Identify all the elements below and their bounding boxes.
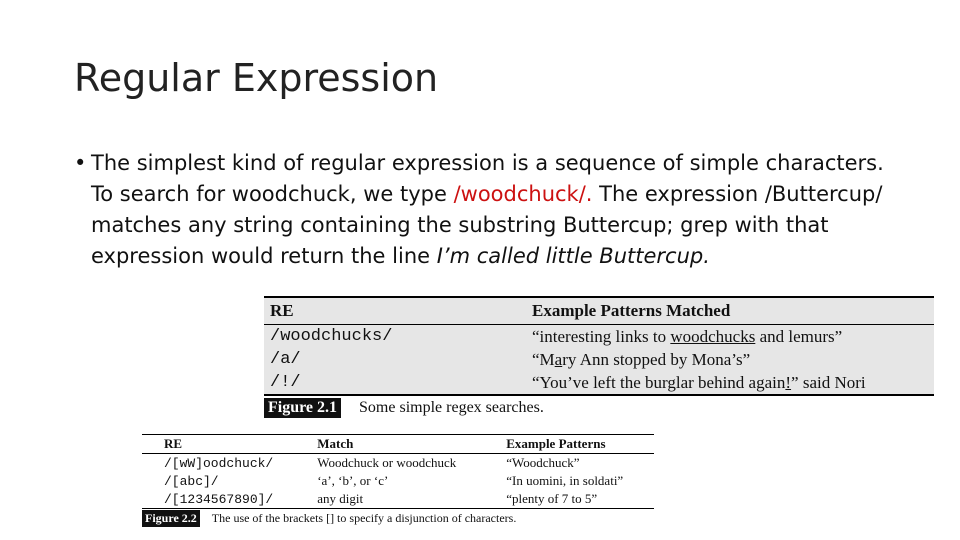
re-cell: /[1234567890]/ bbox=[142, 490, 295, 509]
table-row bbox=[264, 348, 934, 371]
figure-label: Figure 2.2 bbox=[142, 510, 200, 527]
re-cell: /a/ bbox=[270, 350, 301, 369]
column-header-example: Example Patterns Matched bbox=[526, 297, 934, 325]
bullet-text-part2: The expression /Buttercup/ matches any string containing the substring Buttercup; grep with that expression would return the line bbox=[91, 182, 883, 268]
figure-label: Figure 2.1 bbox=[264, 398, 341, 418]
regex-examples-table bbox=[264, 296, 934, 396]
caption-text: The use of the brackets [] to specify a disjunction of characters. bbox=[211, 511, 517, 525]
re-cell: /[wW]oodchuck/ bbox=[164, 455, 274, 471]
column-header-example: Example Patterns bbox=[484, 435, 654, 454]
match-cell: Woodchuck or woodchuck bbox=[317, 455, 457, 470]
caption-text: Some simple regex searches. bbox=[359, 399, 544, 416]
example-cell bbox=[526, 348, 934, 371]
table-header-row bbox=[264, 297, 934, 325]
bracket-examples-table bbox=[142, 434, 654, 509]
table-header-row bbox=[142, 435, 654, 454]
example-cell: “In uomini, in soldati” bbox=[506, 473, 624, 488]
table-row bbox=[142, 472, 654, 490]
example-text: ry Ann stopped by Mona’s” bbox=[562, 349, 751, 369]
re-cell: /!/ bbox=[264, 371, 526, 395]
regex-highlight: /woodchuck/. bbox=[453, 182, 593, 206]
match-cell: ‘a’, ‘b’, or ‘c’ bbox=[317, 473, 389, 488]
table-row bbox=[142, 454, 654, 473]
column-header-re: RE bbox=[264, 297, 526, 325]
example-text: ” said Nori bbox=[791, 372, 866, 392]
example-text: and lemurs” bbox=[755, 326, 843, 346]
slide-title: Regular Expression bbox=[74, 56, 439, 100]
figure-caption bbox=[142, 510, 654, 527]
match-cell: any digit bbox=[295, 490, 484, 509]
bullet-text-part1: The simplest kind of regular expression is a sequence of simple characters. To search for woodchuck, we type bbox=[91, 151, 884, 206]
example-text: “M bbox=[532, 349, 555, 369]
bullet-marker: • bbox=[74, 151, 87, 175]
matched-text: woodchucks bbox=[670, 326, 756, 346]
quoted-line: I’m called little Buttercup. bbox=[436, 244, 710, 268]
figure-2-1 bbox=[264, 296, 934, 418]
re-cell: /[abc]/ bbox=[164, 473, 219, 489]
table-row bbox=[142, 490, 654, 509]
example-text: “interesting links to bbox=[532, 326, 671, 346]
column-header-match: Match bbox=[295, 435, 484, 454]
example-cell: “Woodchuck” bbox=[506, 455, 580, 470]
matched-text: a bbox=[554, 349, 563, 369]
table-row bbox=[264, 325, 934, 349]
table-row bbox=[264, 371, 934, 395]
example-cell bbox=[526, 371, 934, 395]
figure-2-2 bbox=[142, 434, 654, 527]
bullet-paragraph bbox=[74, 148, 894, 272]
example-cell bbox=[526, 325, 934, 349]
example-text: “You’ve left the burglar behind again bbox=[532, 372, 786, 392]
bullet-text bbox=[91, 148, 894, 272]
example-cell: “plenty of 7 to 5” bbox=[484, 490, 654, 509]
column-header-re: RE bbox=[142, 435, 295, 454]
re-cell: /woodchucks/ bbox=[270, 327, 393, 346]
figure-caption bbox=[264, 398, 934, 418]
matched-text: ! bbox=[785, 372, 792, 392]
